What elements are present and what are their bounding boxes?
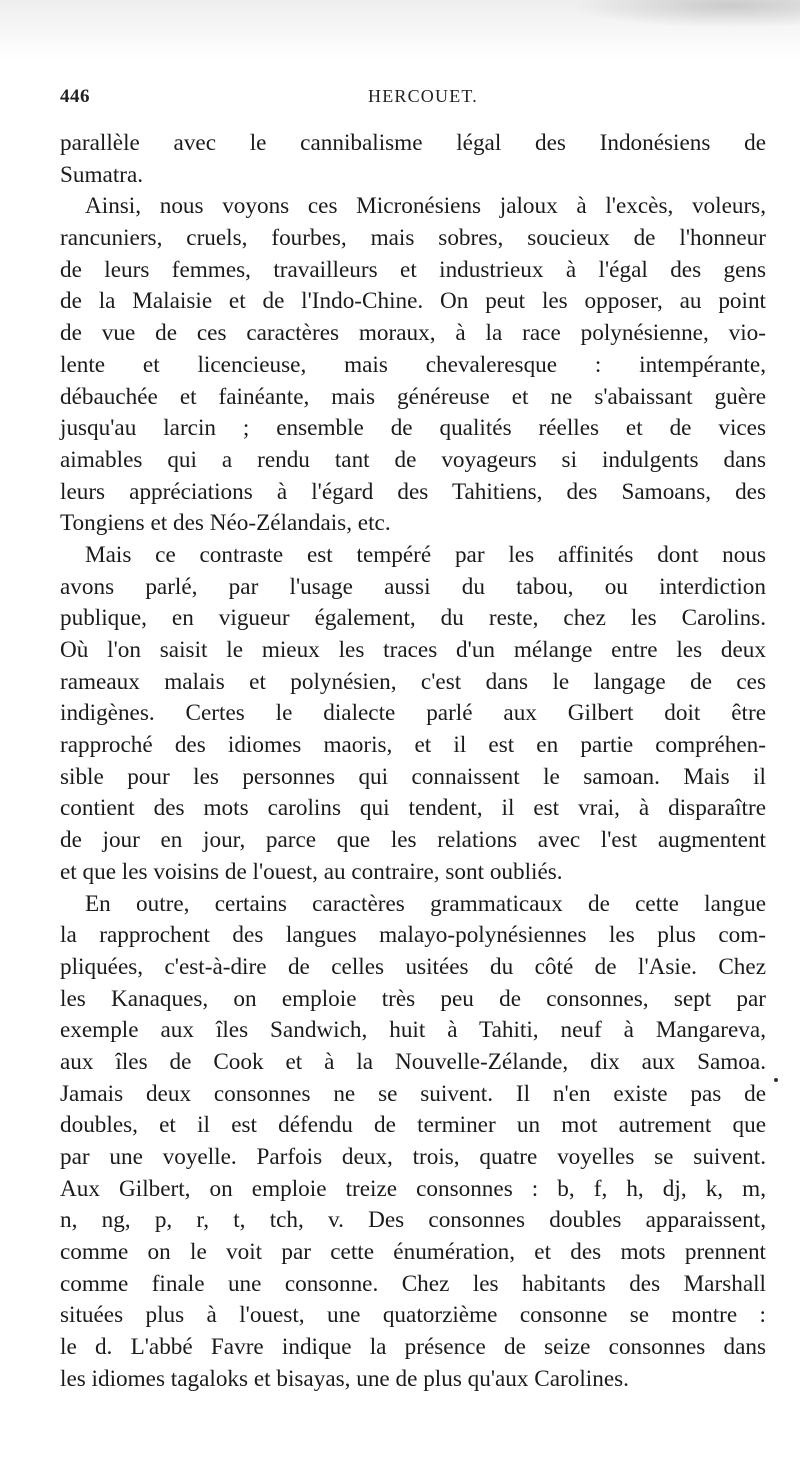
running-title: HERCOUET. — [368, 86, 478, 106]
text-line: Mais ce contraste est tempéré par les affinités dont nous — [85, 541, 766, 568]
text-line: jusqu'au larcin ; ensemble de qualités réelles et de vices — [60, 415, 766, 442]
text-line: comme finale une consonne. Chez les habitants des Marshall — [60, 1270, 766, 1297]
text-line: rapproché des idiomes maoris, et il est en partie compréhen- — [60, 732, 766, 759]
text-line: de jour en jour, parce que les relations avec l'est augmentent — [60, 827, 766, 854]
text-line: aux îles de Cook et à la Nouvelle-Zélande, dix aux Samoa. — [60, 1048, 766, 1075]
text-line: publique, en vigueur également, du reste, chez les Carolins. — [60, 605, 766, 632]
text-line: Sumatra. — [60, 161, 144, 188]
text-line: contient des mots carolins qui tendent, il est vrai, à disparaître — [60, 795, 766, 822]
text-line: leurs appréciations à l'égard des Tahitiens, des Samoans, des — [60, 478, 766, 505]
text-line: de vue de ces caractères moraux, à la race polynésienne, vio- — [60, 320, 766, 347]
text-line: exemple aux îles Sandwich, huit à Tahiti, neuf à Mangareva, — [60, 1017, 766, 1044]
page-number: 446 — [60, 86, 90, 107]
text-line: Tongiens et des Néo-Zélandais, etc. — [60, 510, 391, 537]
text-line: Où l'on saisit le mieux les traces d'un mélange entre les deux — [60, 637, 766, 663]
text-line: comme on le voit par cette énumération, et des mots prennent — [60, 1239, 766, 1266]
text-line: le d. L'abbé Favre indique la présence de seize consonnes dans — [60, 1334, 766, 1361]
scan-smudge — [0, 0, 800, 60]
text-line: En outre, certains caractères grammaticaux de cette langue — [85, 890, 766, 917]
text-line: la rapprochent des langues malayo-polynésiennes les plus com- — [60, 922, 766, 949]
text-line: avons parlé, par l'usage aussi du tabou, ou interdiction — [60, 573, 766, 600]
text-line: pliquées, c'est-à-dire de celles usitées du côté de l'Asie. Chez — [60, 953, 766, 980]
text-line: sible pour les personnes qui connaissent le samoan. Mais il — [60, 763, 766, 790]
text-line: aimables qui a rendu tant de voyageurs si indulgents dans — [60, 446, 766, 473]
text-line: Aux Gilbert, on emploie treize consonnes : b, f, h, dj, k, m, — [60, 1175, 766, 1202]
text-line: et que les voisins de l'ouest, au contraire, sont oubliés. — [60, 858, 563, 885]
text-line: rancuniers, cruels, fourbes, mais sobres, soucieux de l'honneur — [60, 225, 766, 252]
text-line: rameaux malais et polynésien, c'est dans le langage de ces — [60, 668, 766, 695]
ink-dot — [774, 1078, 778, 1082]
text-line: de la Malaisie et de l'Indo-Chine. On peut les opposer, au point — [60, 288, 766, 315]
text-line: par une voyelle. Parfois deux, trois, quatre voyelles se suivent. — [60, 1144, 766, 1170]
text-line: Jamais deux consonnes ne se suivent. Il n'en existe pas de — [60, 1080, 766, 1107]
text-line: les idiomes tagaloks et bisayas, une de plus qu'aux Carolines. — [60, 1365, 629, 1392]
text-line: lente et licencieuse, mais chevaleresque : intempérante, — [60, 351, 766, 378]
text-line: n, ng, p, r, t, tch, v. Des consonnes doubles apparaissent, — [60, 1207, 766, 1234]
text-line: Ainsi, nous voyons ces Micronésiens jaloux à l'excès, voleurs, — [85, 193, 766, 220]
text-line: situées plus à l'ouest, une quatorzième consonne se montre : — [60, 1302, 766, 1329]
text-line: débauchée et fainéante, mais généreuse et ne s'abaissant guère — [60, 383, 766, 410]
text-line: parallèle avec le cannibalisme légal des Indonésiens de — [60, 130, 766, 156]
running-head — [60, 86, 765, 112]
text-line: doubles, et il est défendu de terminer un mot autrement que — [60, 1112, 766, 1139]
text-line: les Kanaques, on emploie très peu de consonnes, sept par — [60, 985, 766, 1012]
text-line: indigènes. Certes le dialecte parlé aux Gilbert doit être — [60, 700, 766, 727]
text-line: de leurs femmes, travailleurs et industrieux à l'égal des gens — [60, 256, 766, 283]
body-text — [60, 128, 766, 1396]
